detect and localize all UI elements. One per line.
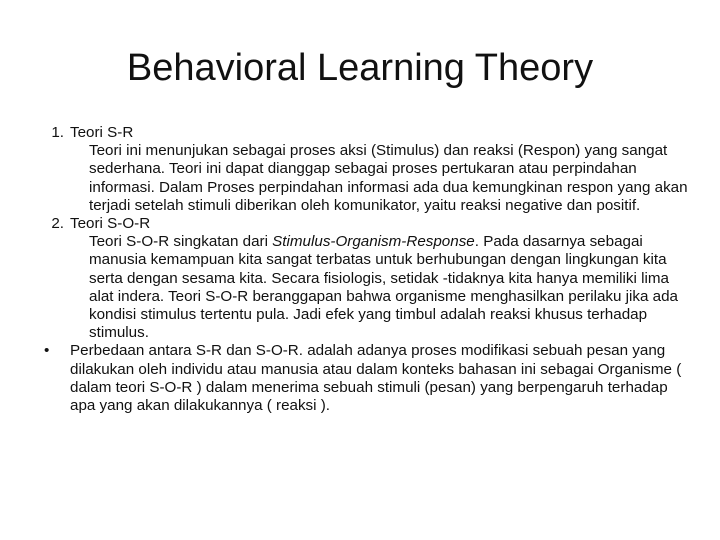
list-item-heading: Teori S-R [70,124,134,141]
list-item-text: Teori ini menunjukan sebagai proses aksi (Stimulus) dan reaksi (Respon) yang sangat sederhana. Teori ini dapat dianggap sebagai proses pertukaran atau perpindahan informasi. Dalam Proses perpindahan informasi ada dua kemungkinan respon yang akan terjadi setelah stimuli diberikan oleh komunikator, yaitu reaksi negative dan positif. [89,142,688,214]
bullet-icon: • [44,342,50,360]
text-after-italic: . Pada dasarnya sebagai manusia kemampuan kita sangat terbatas untuk berhubungan dengan lingkungan kita serta dengan sesama kita. Secara fisiologis, setidak -tidaknya kita hanya memiliki lima alat indera. Teori S-O-R beranggapan bahwa organisme menghasilkan perilaku jika ada kondisi stimulus tertentu pula. Jadi efek yang timbul adalah reaksi khusus terhadap stimulus. [89,233,679,342]
list-item-text [70,233,688,342]
list-item-teori-sr [36,124,688,215]
italic-term: Stimulus-Organism-Response [272,233,475,251]
list-item-heading: Teori S-O-R [70,215,151,233]
list-item-teori-sor [36,215,688,342]
bullet-text: Perbedaan antara S-R dan S-O-R. adalah adanya proses modifikasi sebuah pesan yang dilakukan oleh individu atau manusia atau dalam konteks bahasan ini sebagai Organisme ( dalam teori S-O-R ) dalam menerima sebuah stimuli (pesan) yang berpengaruh terhadap apa yang akan dilakukannya ( reaksi ). [70,342,682,415]
list-number: 1. [51,124,64,141]
text-before-italic: Teori S-O-R singkatan dari [89,233,273,251]
bullet-item-perbedaan [36,342,688,415]
slide-body [36,124,688,415]
slide-title: Behavioral Learning Theory [126,47,594,89]
list-number: 2. [51,215,64,233]
